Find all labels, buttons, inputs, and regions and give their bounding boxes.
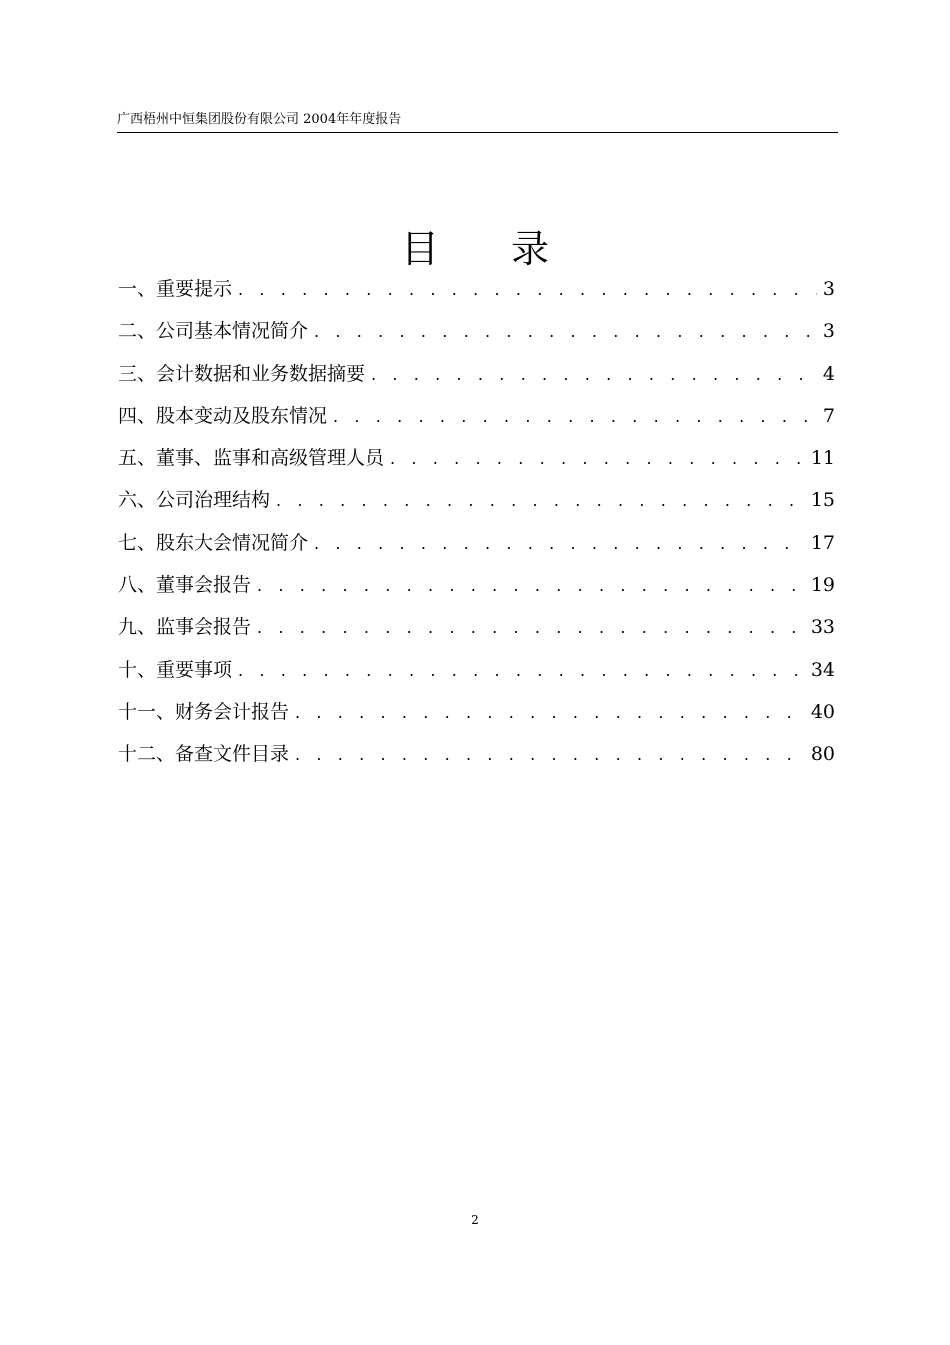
dot-leader <box>257 607 805 649</box>
toc-entry-page: 80 <box>810 743 835 766</box>
toc-entry[interactable] <box>118 691 835 733</box>
dot-leader <box>333 396 817 438</box>
running-header: 广西梧州中恒集团股份有限公司 2004年年度报告 <box>117 112 838 133</box>
toc-entry-page: 40 <box>810 700 835 723</box>
toc-entry-page: 17 <box>810 531 835 554</box>
toc-entry-label: 十二、备查文件目录 <box>118 743 290 766</box>
toc-entry-page: 11 <box>810 447 835 470</box>
toc-entry-label: 九、监事会报告 <box>118 616 252 639</box>
toc-entry-label: 三、会计数据和业务数据摘要 <box>118 362 366 385</box>
toc-entry-label: 四、股本变动及股东情况 <box>118 404 328 427</box>
toc-entry-label: 十、重要事项 <box>118 658 233 681</box>
dot-leader <box>295 692 805 734</box>
toc-entry-label: 五、董事、监事和高级管理人员 <box>118 447 385 470</box>
toc-entry[interactable] <box>118 564 835 606</box>
toc-entry-page: 15 <box>810 489 835 512</box>
toc-entry-page: 3 <box>822 278 835 300</box>
dot-leader <box>257 565 805 607</box>
toc-entry[interactable] <box>118 649 835 691</box>
toc-entry[interactable] <box>118 522 835 564</box>
toc-entry[interactable] <box>118 733 835 775</box>
toc-entry-page: 7 <box>822 404 835 427</box>
toc-entry-page: 33 <box>810 616 835 639</box>
dot-leader <box>314 311 817 353</box>
page-number: 2 <box>471 1213 479 1227</box>
toc-entry-label: 二、公司基本情况简介 <box>118 320 309 343</box>
page-title: 目 录 <box>400 227 580 271</box>
dot-leader <box>238 269 817 311</box>
toc-entry[interactable] <box>118 395 835 437</box>
toc-entry-label: 八、董事会报告 <box>118 574 252 597</box>
toc-entry[interactable] <box>118 268 835 310</box>
dot-leader <box>390 438 805 480</box>
toc-entry[interactable] <box>118 606 835 648</box>
table-of-contents <box>118 268 835 776</box>
toc-entry-page: 4 <box>822 362 835 385</box>
dot-leader <box>371 354 817 396</box>
toc-entry[interactable] <box>118 479 835 521</box>
toc-entry-page: 3 <box>822 320 835 343</box>
toc-entry[interactable] <box>118 437 835 479</box>
toc-entry[interactable] <box>118 353 835 395</box>
toc-entry-page: 19 <box>810 574 835 597</box>
toc-entry-label: 一、重要提示 <box>118 278 233 300</box>
dot-leader <box>276 480 805 522</box>
toc-entry[interactable] <box>118 310 835 352</box>
toc-entry-label: 六、公司治理结构 <box>118 489 271 512</box>
dot-leader <box>295 734 805 776</box>
toc-entry-label: 七、股东大会情况简介 <box>118 531 309 554</box>
toc-entry-label: 十一、财务会计报告 <box>118 700 290 723</box>
dot-leader <box>314 523 805 565</box>
dot-leader <box>238 650 805 692</box>
toc-entry-page: 34 <box>810 658 835 681</box>
